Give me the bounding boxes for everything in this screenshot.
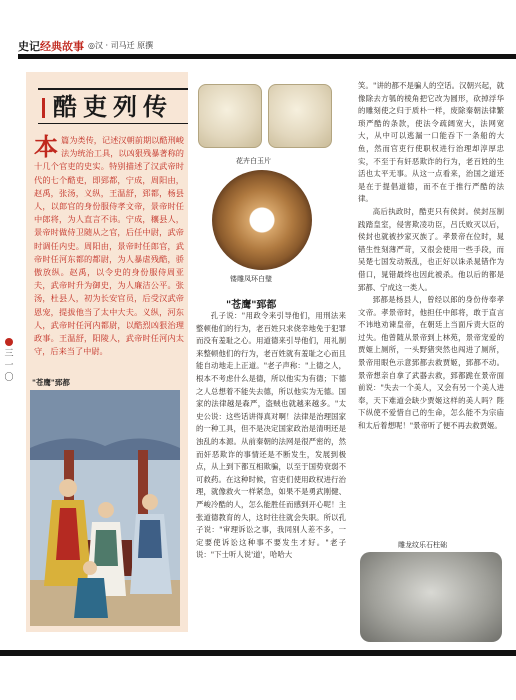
- page-number-dot-icon: [5, 338, 13, 346]
- right-column: [358, 80, 504, 433]
- chapter-title: 酷吏列传: [53, 92, 173, 121]
- stone-pillar-base-figure: [360, 552, 502, 642]
- jade-plaques-figure: [196, 80, 336, 154]
- jade-plaque-left: [198, 84, 262, 148]
- caption-jade-plaques: 花卉白玉片: [236, 157, 271, 165]
- jade-ring-figure: [212, 170, 312, 270]
- court-scene-image: [30, 390, 180, 626]
- left-column: [26, 72, 188, 632]
- footer-rule: [0, 650, 516, 656]
- court-scene-illustration: [30, 390, 180, 626]
- illustration-label: "苍鹰"郅都: [32, 378, 70, 387]
- caption-jade-ring: 镂雕凤环白璧: [230, 275, 272, 283]
- book-title-black: 史记: [18, 40, 40, 53]
- section-heading: "苍鹰"郅都: [226, 300, 277, 311]
- middle-body-text: 孔子说："用政令来引导他们，用刑法来整顿他们的行为，老百姓只求侥幸地免于犯罪而没有羞耻之心。用道德来引导他们，用礼制来整顿他们的行为，老百姓就有羞耻之心而且能自动地走上正道。"老子声称："上德之人，根本不考虑什么是德，所以他实为有德；下德之人总想着不能失去德，所以他实为无德。国家的法律越是森严，盗贼也就越来越多。"太史公说：这些话讲得真对啊！法律是治理国家的一种工具，但不是决定国家政治是清明还是浊乱的本源。从前秦朝的法网是很严密的，然而奸恶欺诈的事情还是不断发生，发展到极点，从上到下都互相欺骗，以至于国势衰弱不可救药。在这种时候，官吏们使用政权进行治理，就像救火一样紧急，如果不是勇武刚健、严峻冷酷的人，怎么能胜任而感到开心呢！主张道德教育的人，这时往往就会失职。所以孔子说："审理诉讼之事，我同别人差不多，一定要使诉讼这种事不要发生才好。"老子说："下士听人说'道'，哈哈大: [196, 311, 346, 560]
- right-paragraph-3: 郅都是杨县人，曾经以郎的身份侍奉孝文帝。孝景帝时，他担任中郎将，敢于直言不讳地劝谏皇帝，在朝廷上当面斥责大臣的过失。他曾随从景帝到上林苑，景帝宠爱的贾姬上厕所，一头野猪突然也闯进了厕所，景帝用眼色示意郅都去救贾姬，郅都不动。景帝想亲自拿了武器去救，郅都跪在景帝面前说："失去一个美人，又会有另一个美人进奉，天下难道会缺少贾姬这样的美人吗？陛下纵使不爱惜自己的生命，怎么能不为宗庙和太后着想呢！"景帝听了便不再去救贾姬。: [358, 295, 504, 431]
- book-title: [18, 38, 84, 54]
- page-number: [3, 338, 15, 384]
- chapter-title-box: [38, 88, 188, 124]
- book-title-red: 经典故事: [40, 40, 84, 53]
- right-paragraph-2: 高后执政时，酷吏只有侯封。侯封压制践踏皇室，侵害欺凌功臣，吕氏败灭以后，侯封也就被抄家灭族了。孝景帝在位时，晁错生性刻薄严苛，又很会使用一些手段，而吴楚七国发动叛乱，也正好以诛杀晁错作为借口，晁错最终也因此被杀。他以后的都是郅都、宁成这一类人。: [358, 206, 504, 292]
- right-paragraph-1: 笑。"讲的都不是骗人的空话。汉朝兴起，就像除去方瓠的棱角把它改为圆形，砍掉浮华的雕刻使之归于质朴一样，废除秦朝法律繁琐严酷的条款，使法令疏阔宽大，法网宽大，从中可以逃漏一口能吞下一条船的大鱼，然而官吏行使职权进行治理却淳厚忠实，不至于有奸恶欺诈的行为，老百姓的生活也太平无事。从这一点看来，治国之道还是在于提倡道德，而不在于推行严酷的法律。: [358, 81, 504, 204]
- chapter-intro: [34, 134, 184, 358]
- book-author: ◎汉 · 司马迁 原撰: [88, 41, 154, 50]
- caption-stone-base: 雕龙纹乐石柱础: [398, 541, 447, 549]
- title-accent-mark: [42, 98, 45, 118]
- page-number-text: 三一〇: [4, 349, 14, 383]
- page-header: [0, 0, 516, 62]
- intro-text: 篇为类传，记述汉朝前期以酷刑峻法为统治工具，以凶狠残暴著称的十几个官吏的史实。特别描述了汉武帝时代的七个酷吏，即郅都，宁成，周阳由，赵禹，张汤，义纵，王温舒，郅都，杨县人，以郎官的身份服侍孝文帝，景帝时任中郎将，为人直言不讳。宁成，穰县人，景帝时做侍卫随从之官，后任中尉，武帝时调任内史。周阳由，景帝时任郎官，武帝时任河东都的都尉，为人暴虐残酷，骄傲放纵。赵禹，以令史的身份服侍周亚夫，武帝时升为御史，为人廉洁公平。张汤，杜县人，初为长安官员，后受汉武帝恩宠，提拔他当了太中大夫。义纵，河东人，武帝时任河内都尉，以酷烈凶狠治理政事。王温舒，阳陵人，武帝时任河内太守，后来当了中尉。: [34, 135, 184, 357]
- header-rule: [18, 54, 516, 59]
- dropcap: 本: [34, 132, 58, 161]
- jade-plaque-right: [268, 84, 332, 148]
